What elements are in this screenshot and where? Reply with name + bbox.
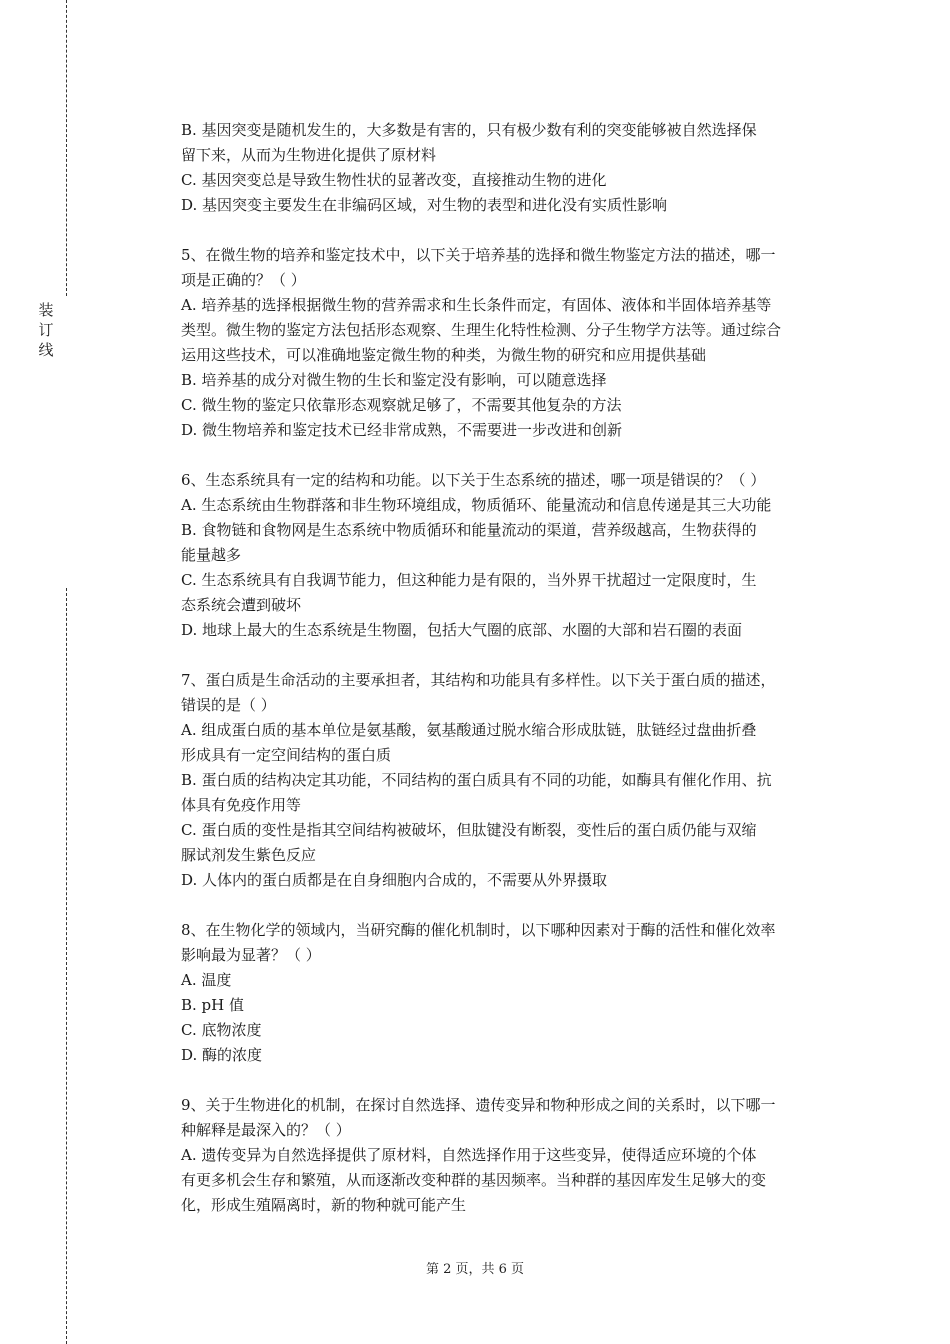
question-stem: 8、在生物化学的领域内，当研究酶的催化机制时，以下哪种因素对于酶的活性和催化效率 xyxy=(181,921,776,939)
question-stem-cont: 项是正确的？（ ） xyxy=(181,271,306,289)
option-c: C. 微生物的鉴定只依靠形态观察就足够了，不需要其他复杂的方法 xyxy=(181,396,622,414)
option-b: B. 基因突变是随机发生的，大多数是有害的，只有极少数有利的突变能够被自然选择保 xyxy=(181,121,757,139)
option-c-cont: 脲试剂发生紫色反应 xyxy=(181,846,317,864)
option-a: A. 组成蛋白质的基本单位是氨基酸，氨基酸通过脱水缩合形成肽链，肽链经过盘曲折叠 xyxy=(181,721,757,739)
question-9 xyxy=(181,1093,841,1218)
option-c-cont: 态系统会遭到破坏 xyxy=(181,596,302,614)
question-4-options xyxy=(181,118,841,218)
option-d: D. 地球上最大的生态系统是生物圈，包括大气圈的底部、水圈的大部和岩石圈的表面 xyxy=(181,621,743,639)
binding-char: 线 xyxy=(38,341,54,359)
option-b: B. 培养基的成分对微生物的生长和鉴定没有影响，可以随意选择 xyxy=(181,371,607,389)
question-7 xyxy=(181,668,841,893)
option-a-cont: 形成具有一定空间结构的蛋白质 xyxy=(181,746,392,764)
option-b: B. pH 值 xyxy=(181,996,245,1014)
option-d: D. 基因突变主要发生在非编码区域，对生物的表型和进化没有实质性影响 xyxy=(181,196,668,214)
option-c: C. 基因突变总是导致生物性状的显著改变，直接推动生物的进化 xyxy=(181,171,607,189)
binding-char: 装 xyxy=(38,301,54,319)
question-stem-cont: 错误的是（ ） xyxy=(181,696,276,714)
question-stem: 6、生态系统具有一定的结构和功能。以下关于生态系统的描述，哪一项是错误的？（ ） xyxy=(181,471,766,489)
question-stem-cont: 影响最为显著？（ ） xyxy=(181,946,321,964)
question-stem: 5、在微生物的培养和鉴定技术中，以下关于培养基的选择和微生物鉴定方法的描述，哪一 xyxy=(181,246,776,264)
question-stem: 7、蛋白质是生命活动的主要承担者，其结构和功能具有多样性。以下关于蛋白质的描述， xyxy=(181,671,776,689)
option-a-cont: 运用这些技术，可以准确地鉴定微生物的种类，为微生物的研究和应用提供基础 xyxy=(181,346,707,364)
question-stem-cont: 种解释是最深入的？（ ） xyxy=(181,1121,351,1139)
option-c: C. 生态系统具有自我调节能力，但这种能力是有限的，当外界干扰超过一定限度时，生 xyxy=(181,571,757,589)
option-d: D. 微生物培养和鉴定技术已经非常成熟，不需要进一步改进和创新 xyxy=(181,421,623,439)
binding-char: 订 xyxy=(38,321,54,339)
option-b: B. 食物链和食物网是生态系统中物质循环和能量流动的渠道，营养级越高，生物获得的 xyxy=(181,521,757,539)
option-d: D. 人体内的蛋白质都是在自身细胞内合成的，不需要从外界摄取 xyxy=(181,871,608,889)
option-c: C. 底物浓度 xyxy=(181,1021,262,1039)
option-a-cont: 类型。微生物的鉴定方法包括形态观察、生理生化特性检测、分子生物学方法等。通过综合 xyxy=(181,321,782,339)
question-6 xyxy=(181,468,841,643)
option-a: A. 生态系统由生物群落和非生物环境组成，物质循环、能量流动和信息传递是其三大功能 xyxy=(181,496,772,514)
binding-dashed-line-bottom xyxy=(66,588,67,1344)
binding-label xyxy=(36,300,56,360)
question-5 xyxy=(181,243,841,443)
option-b-cont: 体具有免疫作用等 xyxy=(181,796,302,814)
page-number-footer: 第 2 页，共 6 页 xyxy=(425,1262,525,1277)
option-a: A. 温度 xyxy=(181,971,232,989)
option-b: B. 蛋白质的结构决定其功能，不同结构的蛋白质具有不同的功能，如酶具有催化作用、抗 xyxy=(181,771,772,789)
option-a: A. 培养基的选择根据微生物的营养需求和生长条件而定，有固体、液体和半固体培养基等 xyxy=(181,296,772,314)
option-a: A. 遗传变异为自然选择提供了原材料，自然选择作用于这些变异，使得适应环境的个体 xyxy=(181,1146,757,1164)
question-8 xyxy=(181,918,841,1068)
binding-dashed-line-top xyxy=(66,0,67,296)
option-b-cont: 能量越多 xyxy=(181,546,242,564)
option-b-cont: 留下来，从而为生物进化提供了原材料 xyxy=(181,146,437,164)
option-d: D. 酶的浓度 xyxy=(181,1046,263,1064)
option-c: C. 蛋白质的变性是指其空间结构被破坏，但肽键没有断裂，变性后的蛋白质仍能与双缩 xyxy=(181,821,757,839)
option-a-cont: 有更多机会生存和繁殖，从而逐渐改变种群的基因频率。当种群的基因库发生足够大的变 xyxy=(181,1171,767,1189)
question-content xyxy=(181,118,841,1218)
option-a-cont: 化，形成生殖隔离时，新的物种就可能产生 xyxy=(181,1196,467,1214)
question-stem: 9、关于生物进化的机制，在探讨自然选择、遗传变异和物种形成之间的关系时，以下哪一 xyxy=(181,1096,776,1114)
